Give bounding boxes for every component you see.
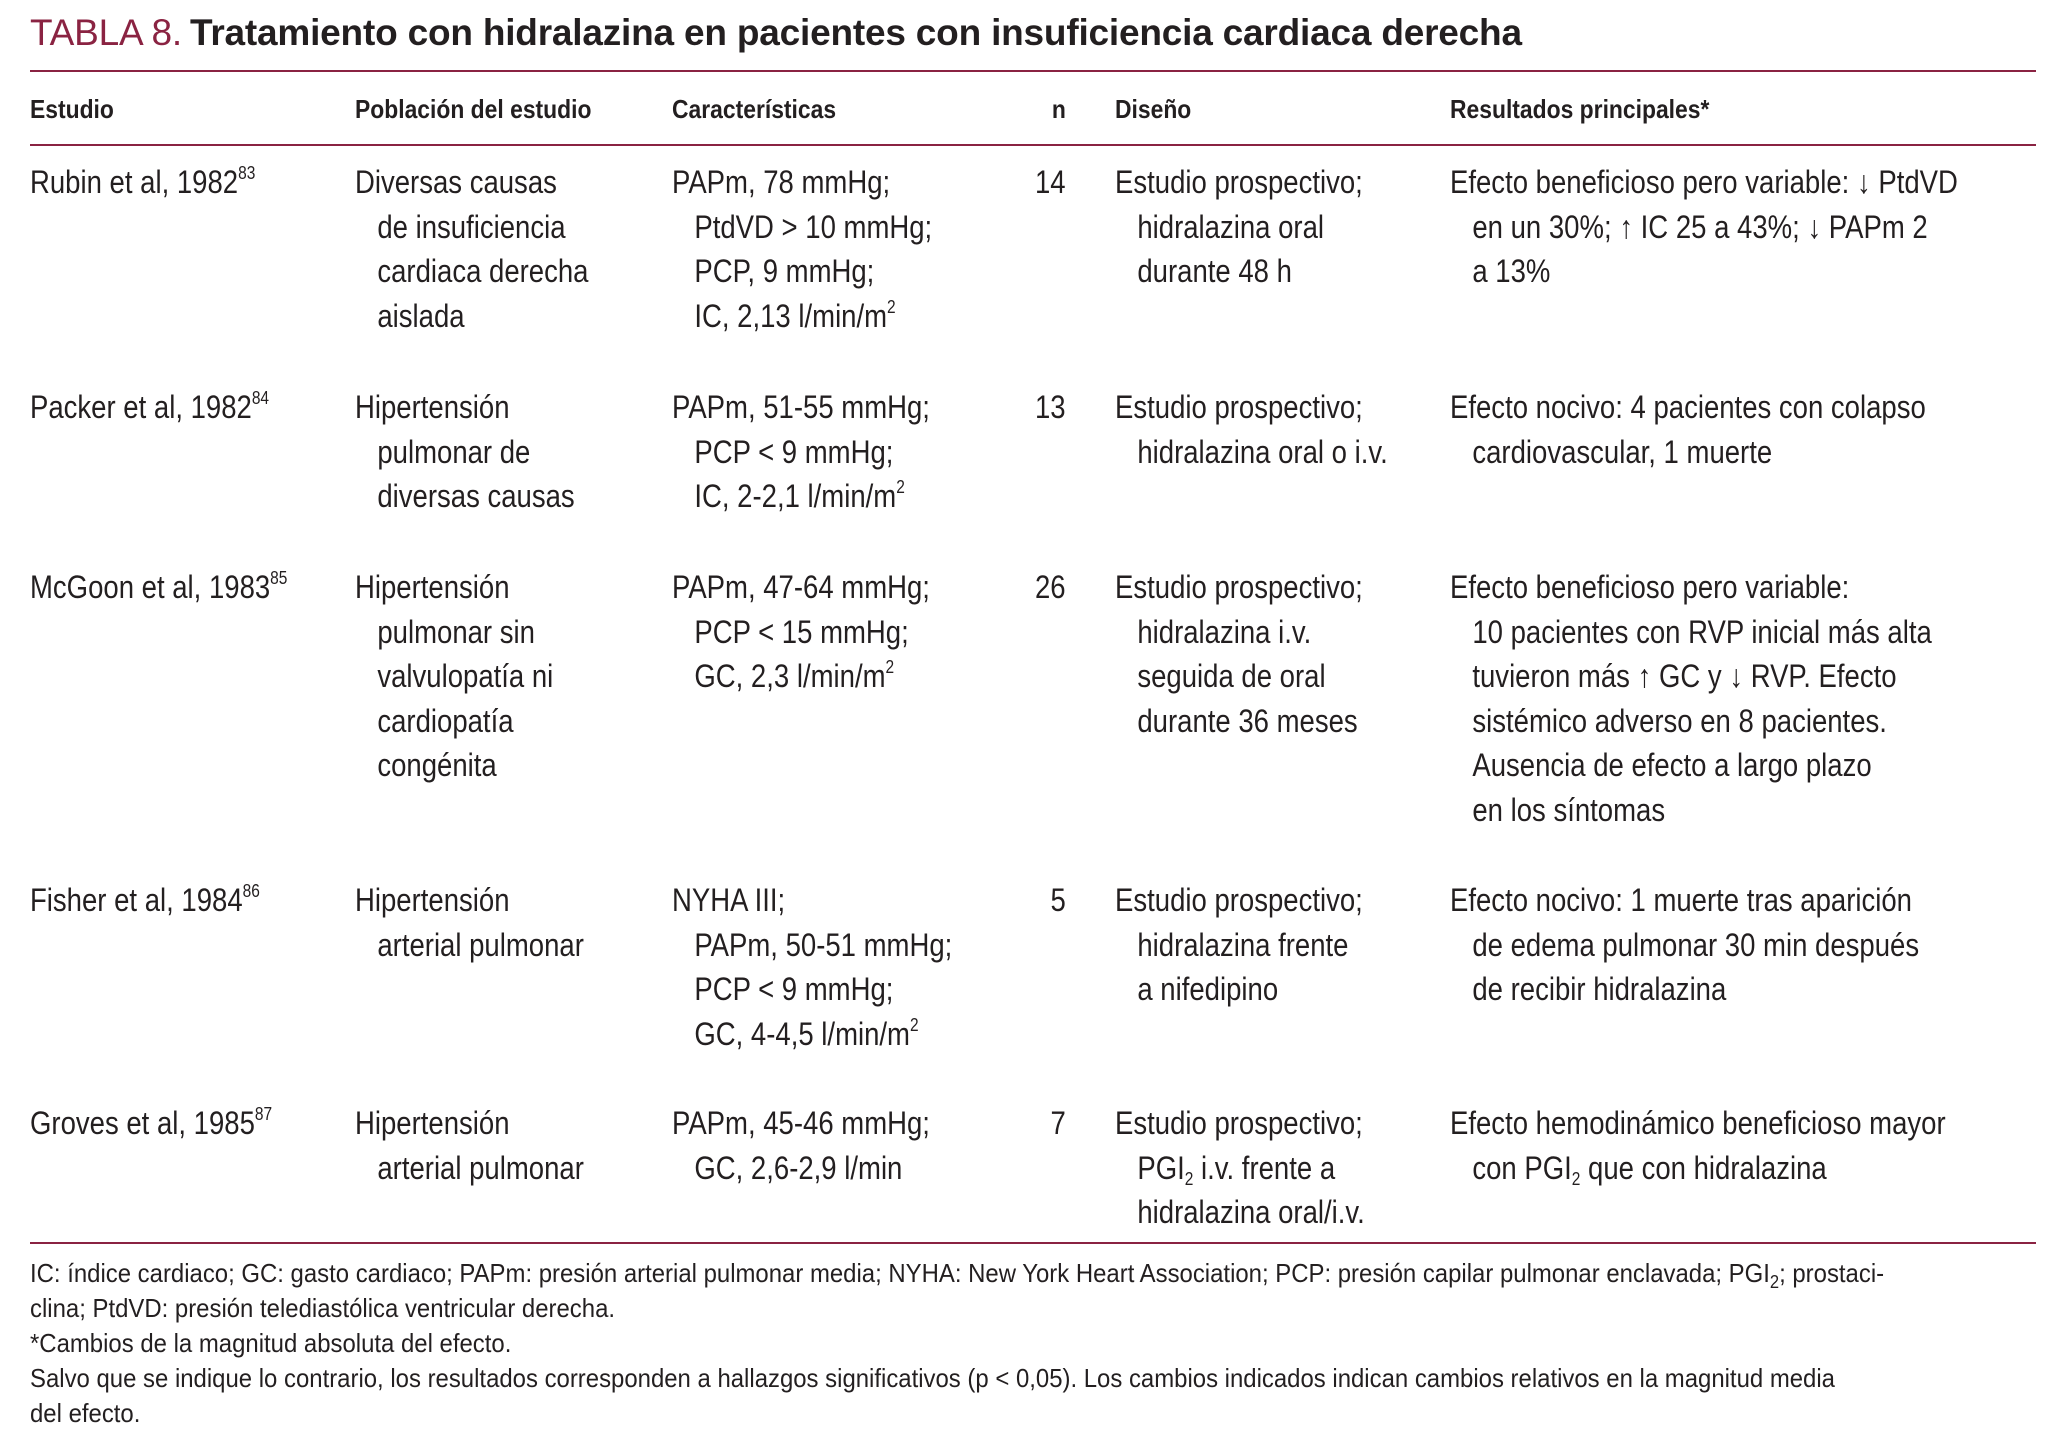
cell-n: 7	[1050, 1105, 1066, 1141]
cell-n: 5	[1050, 882, 1066, 918]
cell-resultados: Efecto hemodinámico beneficioso mayor con $PGI_2$ que con hidralazina	[1450, 1105, 1946, 1189]
footnote-significance-cont: del efecto.	[30, 1398, 141, 1428]
cell-diseno: Estudio prospectivo; hidralazina oral o i.v.	[1115, 389, 1388, 470]
table-caption: Tratamiento con hidralazina en pacientes con insuficiencia cardiaca derecha	[189, 12, 1522, 53]
footer-rule	[30, 1242, 2036, 1244]
cell-poblacion: Hipertensión arterial pulmonar	[355, 1105, 584, 1186]
header-resultados: Resultados principales*	[1450, 94, 1710, 124]
header-estudio: Estudio	[30, 94, 114, 124]
footnote-significance: Salvo que se indique lo contrario, los resultados corresponden a hallazgos significativos (p < 0,05). Los cambios indicados indican cambios relativos en la magnitud media	[30, 1363, 1835, 1393]
footnote-abbreviations: IC: índice cardiaco; GC: gasto cardiaco; PAPm: presión arterial pulmonar media; NYHA: New York Heart Association; PCP: presión capilar pulmonar enclavada; $PGI_2$; prostaci-	[30, 1258, 1885, 1292]
cell-caracteristicas: PAPm, 47-64 mmHg; PCP < 15 mmHg; GC, 2,3 $l/\min/m^2$	[672, 569, 930, 694]
cell-poblacion: Hipertensión arterial pulmonar	[355, 882, 584, 963]
cell-caracteristicas: PAPm, 45-46 mmHg; GC, 2,6-2,9 l/min	[672, 1105, 930, 1186]
cell-diseno: Estudio prospectivo; $PGI_2$ i.v. frente a hidralazina oral/i.v.	[1115, 1105, 1365, 1230]
cell-estudio: Groves et al, 1985$^{87}$	[30, 1104, 273, 1141]
cell-caracteristicas: NYHA III; PAPm, 50-51 mmHg; PCP < 9 mmHg; GC, 4-4,5 $l/\min/m^2$	[672, 882, 953, 1052]
header-rule	[30, 144, 2036, 146]
table-title	[30, 12, 1522, 54]
cell-caracteristicas: PAPm, 51-55 mmHg; PCP < 9 mmHg; IC, 2-2,1 $l/\min/m^2$	[672, 389, 930, 514]
cell-poblacion: Hipertensión pulmonar de diversas causas	[355, 389, 575, 514]
cell-resultados: Efecto nocivo: 1 muerte tras aparición de edema pulmonar 30 min después de recibir hidralazina	[1450, 882, 1920, 1007]
header-n: n	[1052, 94, 1066, 124]
table-footnotes	[30, 1256, 2036, 1431]
cell-resultados: Efecto nocivo: 4 pacientes con colapso cardiovascular, 1 muerte	[1450, 389, 1926, 470]
cell-poblacion: Diversas causas de insuficiencia cardiaca derecha aislada	[355, 164, 589, 334]
top-rule	[30, 70, 2036, 72]
cell-diseno: Estudio prospectivo; hidralazina oral durante 48 h	[1115, 164, 1363, 289]
footnote-asterisk: *Cambios de la magnitud absoluta del efecto.	[30, 1328, 512, 1358]
header-poblacion: Población del estudio	[355, 94, 592, 124]
cell-n: 26	[1035, 569, 1066, 605]
cell-n: 14	[1035, 164, 1066, 200]
cell-estudio: Packer et al, 1982$^{84}$	[30, 388, 270, 425]
cell-estudio: Rubin et al, 1982$^{83}$	[30, 163, 256, 200]
cell-diseno: Estudio prospectivo; hidralazina frente a nifedipino	[1115, 882, 1363, 1007]
cell-resultados: Efecto beneficioso pero variable: 10 pacientes con RVP inicial más alta tuvieron más ↑ GC y ↓ RVP. Efecto sistémico adverso en 8 pacientes. Ausencia de efecto a largo plazo en los síntomas	[1450, 569, 1932, 828]
cell-resultados: Efecto beneficioso pero variable: ↓ PtdVD en un 30%; ↑ IC 25 a 43%; ↓ PAPm 2 a 13%	[1450, 164, 1958, 289]
cell-n: 13	[1035, 389, 1066, 425]
cell-diseno: Estudio prospectivo; hidralazina i.v. seguida de oral durante 36 meses	[1115, 569, 1363, 739]
cell-caracteristicas: PAPm, 78 mmHg; PtdVD > 10 mmHg; PCP, 9 mmHg; IC, 2,13 $l/\min/m^2$	[672, 164, 933, 334]
cell-poblacion: Hipertensión pulmonar sin valvulopatía ni cardiopatía congénita	[355, 569, 554, 783]
header-diseno: Diseño	[1115, 94, 1192, 124]
cell-estudio: Fisher et al, 1984$^{86}$	[30, 881, 260, 918]
cell-estudio: McGoon et al, 1983$^{85}$	[30, 568, 288, 605]
header-caracteristicas: Características	[672, 94, 837, 124]
footnote-abbreviations-cont: clina; PtdVD: presión telediastólica ventricular derecha.	[30, 1293, 616, 1323]
table-label: TABLA 8.	[30, 12, 182, 53]
